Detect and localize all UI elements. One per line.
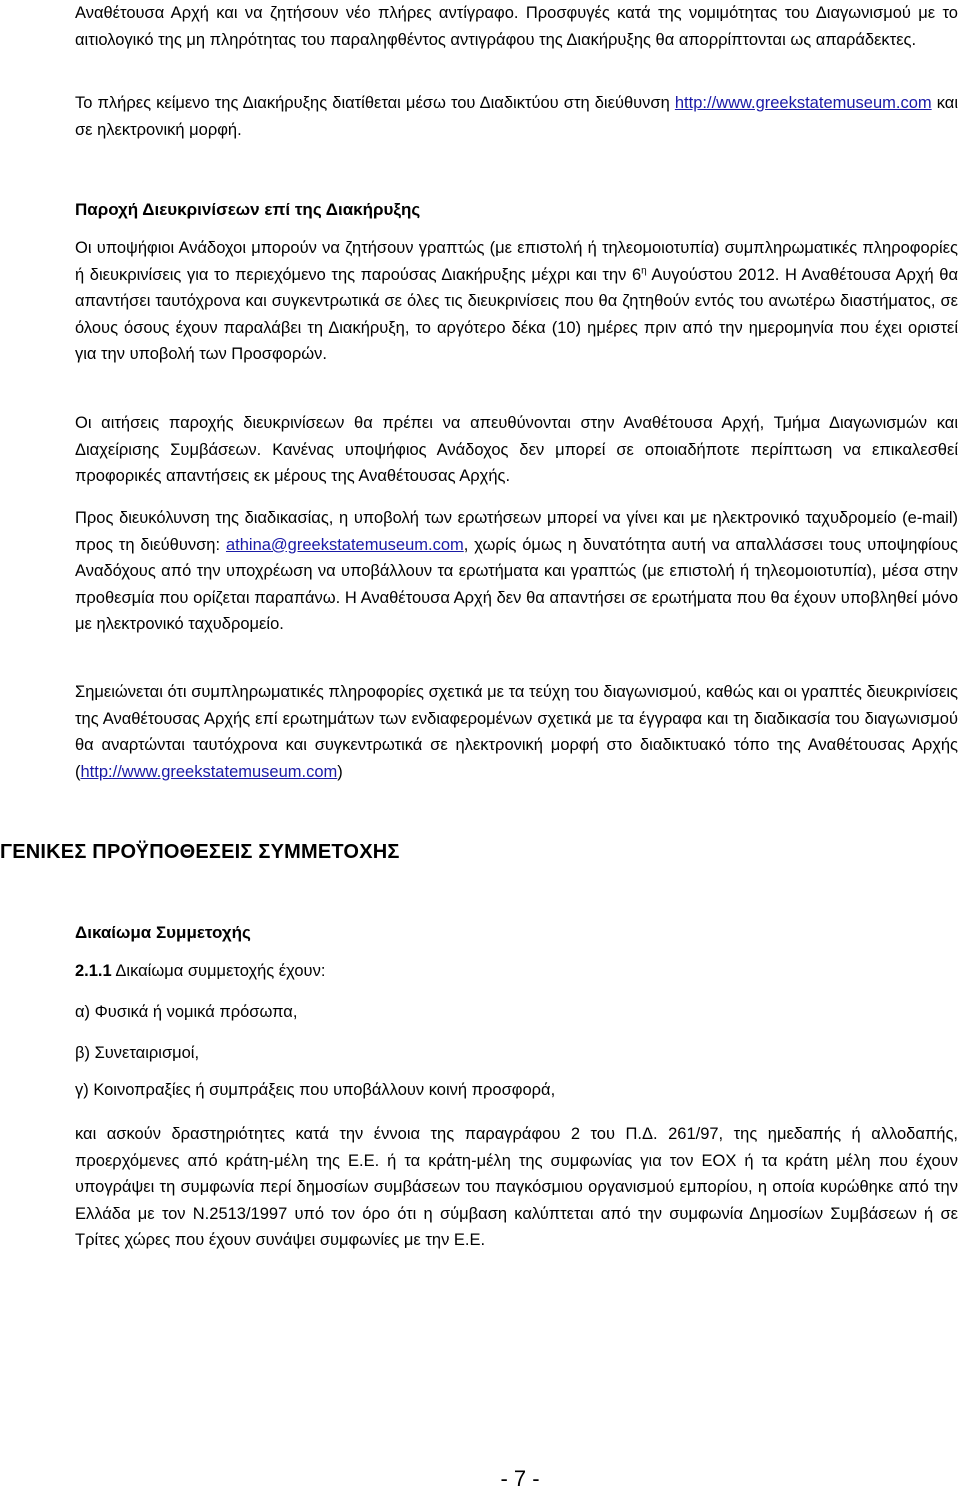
clarifications-heading: Παροχή Διευκρινίσεων επί της Διακήρυξης bbox=[75, 200, 421, 219]
clarifications-paragraph-3 bbox=[75, 505, 958, 638]
list-item: α) Φυσικά ή νομικά πρόσωπα, bbox=[75, 1003, 298, 1021]
page-number: - 7 - bbox=[500, 1466, 540, 1491]
clause-number: 2.1.1 bbox=[75, 962, 112, 980]
clarifications-paragraph-4 bbox=[75, 679, 958, 785]
clarifications-text-3-prefix: Προς διευκόλυνση της διαδικασίας, η υποβολή των ερωτήσεων μπορεί να γίνει και με ηλεκτρονικό ταχυδρομείο (e-mail) προς τη διεύθυνση: bbox=[75, 509, 958, 554]
intro-url-prefix: Το πλήρες κείμενο της Διακήρυξης διατίθεται μέσω του Διαδικτύου στη διεύθυνση bbox=[75, 94, 670, 112]
intro-url-paragraph bbox=[75, 90, 958, 143]
list-item: β) Συνεταιρισμοί, bbox=[75, 1044, 200, 1062]
clarifications-paragraph-2 bbox=[75, 410, 958, 490]
email-link[interactable]: athina@greekstatemuseum.com bbox=[225, 535, 464, 554]
closing-text: και ασκούν δραστηριότητες κατά την έννοια της παραγράφου 2 του Π.Δ. 261/97, της ημεδαπής ή αλλοδαπής, προερχόμενες από κράτη-μέλη της Ε.Ε. ή τα κράτη-μέλη της συμφωνίας για τον ΕΟΧ ή τα κράτη μέλη που έχουν υπογράψει τη συμφωνία περί δημοσίων συμβάσεων του παγκόσμιου οργανισμού εμπορίου, η οποία κυρώθηκε από την Ελλάδα με τον Ν.2513/1997 υπό τον όρο ότι η σύμβαση καλύπτεται από την συμφωνία Δημοσίων Συμβάσεων ή σε Τρίτες χώρες που έχουν συνάψει συμφωνίες με την Ε.Ε. bbox=[75, 1125, 958, 1249]
museum-website-link[interactable]: http://www.greekstatemuseum.com bbox=[674, 94, 932, 112]
clarifications-text-3-suffix: , χωρίς όμως η δυνατότητα αυτή να απαλλάσσει τους υποψηφίους Αναδόχους από την υποχρέωση να υποβάλλουν τα ερωτήματα και γραπτώς (με επιστολή ή τηλεομοιοτυπία), μέσα στην προθεσμία που ορίζεται παραπάνω. Η Αναθέτουσα Αρχή δεν θα απαντήσει σε ερωτήματα που θα έχουν υποβληθεί μόνο με ηλεκτρονικό ταχυδρομείο. bbox=[75, 535, 959, 633]
clause-text: Δικαίωμα συμμετοχής έχουν: bbox=[115, 962, 326, 980]
list-item: γ) Κοινοπραξίες ή συμπράξεις που υποβάλλουν κοινή προσφορά, bbox=[75, 1081, 556, 1099]
clarifications-text-4-suffix: ) bbox=[337, 762, 343, 781]
clarifications-text-2: Οι αιτήσεις παροχής διευκρινίσεων θα πρέπει να απευθύνονται στην Αναθέτουσα Αρχή, Τμήμα Διαγωνισμών και Διαχείρισης Συμβάσεων. Κανένας υποψήφιος Ανάδοχος δεν μπορεί σε οποιαδήποτε περίπτωση να επικαλεσθεί προφορικές απαντήσεις εκ μέρους της Αναθέτουσας Αρχής. bbox=[75, 414, 958, 485]
museum-website-link-2[interactable]: http://www.greekstatemuseum.com bbox=[80, 762, 338, 781]
ordinal-superscript: η bbox=[641, 265, 647, 276]
participation-right-heading: Δικαίωμα Συμμετοχής bbox=[75, 923, 251, 942]
section-title: ΓΕΝΙΚΕΣ ΠΡΟΫΠΟΘΕΣΕΙΣ ΣΥΜΜΕΤΟΧΗΣ bbox=[0, 841, 400, 863]
clarifications-paragraph-1 bbox=[75, 235, 958, 368]
clarifications-text-1b: Αυγούστου 2012. Η Αναθέτουσα Αρχή θα απαντήσει ταυτόχρονα και συγκεντρωτικά σε όλες τις διευκρινίσεις που θα ζητηθούν εντός του ανωτέρω διαστήματος, σε όλους όσους έχουν παραλάβει τη Διακήρυξη, το αργότερο δέκα (10) ημέρες πριν από την ημερομηνία που έχει οριστεί για την υποβολή των Προσφορών. bbox=[75, 265, 958, 363]
intro-text: Αναθέτουσα Αρχή και να ζητήσουν νέο πλήρες αντίγραφο. Προσφυγές κατά της νομιμότητας του Διαγωνισμού με το αιτιολογικό της μη πληρότητας του παραληφθέντος αντιγράφου της Διακήρυξης θα απορρίπτονται ως απαράδεκτες. bbox=[75, 4, 958, 49]
clarifications-text-4-prefix: Σημειώνεται ότι συμπληρωματικές πληροφορίες σχετικά με τα τεύχη του διαγωνισμού, καθώς και οι γραπτές διευκρινίσεις της Αναθέτουσας Αρχής επί ερωτημάτων των ενδιαφερομένων σχετικά με τα έγγραφα και τη διαδικασία του διαγωνισμού θα αναρτώνται ταυτόχρονα και συγκεντρωτικά σε ηλεκτρονική μορφή στο διαδικτυακό τόπο της Αναθέτουσας Αρχής ( bbox=[75, 683, 958, 781]
clause-line bbox=[75, 959, 325, 983]
closing-paragraph bbox=[75, 1121, 958, 1254]
intro-paragraph bbox=[75, 0, 958, 53]
intro-url-suffix: και σε ηλεκτρονική μορφή. bbox=[75, 94, 958, 139]
clarifications-text-1a: Οι υποψήφιοι Ανάδοχοι μπορούν να ζητήσουν γραπτώς (με επιστολή ή τηλεομοιοτυπία) συμπληρωματικές πληροφορίες ή διευκρινίσεις για το περιεχόμενο της παρούσας Διακήρυξης μέχρι και την 6 bbox=[75, 239, 958, 284]
